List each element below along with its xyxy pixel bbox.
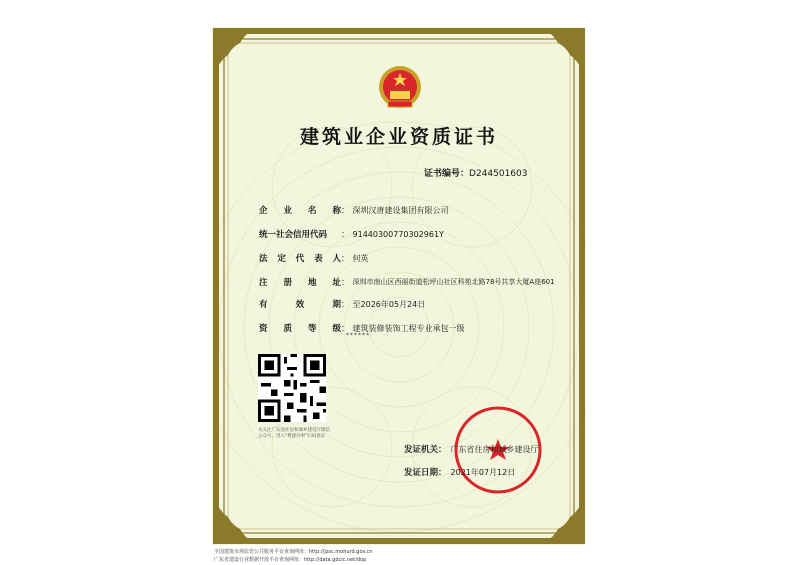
field-address: 注 册 地 址 ： 深圳市南山区西丽街道松坪山社区科苑北路78号共享大厦A座601 xyxy=(259,278,555,288)
field-value: 建筑装修装饰工程专业承包一级 xyxy=(352,323,465,333)
field-label: 注 册 地 址 xyxy=(259,278,341,288)
field-legal-rep: 法 定 代 表 人 ： 何英 xyxy=(259,253,369,264)
qr-code-icon[interactable] xyxy=(258,354,326,422)
national-emblem-icon xyxy=(378,65,422,111)
field-value: 91440300770302961Y xyxy=(352,229,444,239)
footer-line-2[interactable]: 广东省建设行业数据开放平台查询网址：http://data.gdcic.net/dop xyxy=(214,557,367,563)
certificate-number xyxy=(424,166,527,179)
certificate-title: 建筑业企业资质证书 xyxy=(299,126,498,148)
certificate-number-label: 证书编号： xyxy=(424,169,470,179)
field-label: 资 质 等 级 xyxy=(259,324,341,334)
field-label: 有 效 期 xyxy=(259,300,341,310)
field-label: 统一社会信用代码 xyxy=(259,230,328,240)
issuer xyxy=(404,443,539,455)
qr-note: 关关注广东省住房和城乡建设厅微信公众号，进入"粤建办事"扫码查证 xyxy=(258,428,330,439)
issue-date xyxy=(404,466,515,478)
field-label: 企 业 名 称 xyxy=(259,206,341,216)
field-credit-code: 统一社会信用代码 ： 91440300770302961Y xyxy=(259,229,444,240)
field-qualification: 资 质 等 级 ： 建筑装修装饰工程专业承包一级 xyxy=(259,323,465,334)
field-value: 深圳市南山区西丽街道松坪山社区科苑北路78号共享大厦A座601 xyxy=(352,278,555,286)
issuer-value: 广东省住房和城乡建设厅 xyxy=(450,445,539,454)
issue-date-label: 发证日期： xyxy=(404,468,447,478)
issuer-label: 发证机关： xyxy=(404,445,447,455)
footer-line-1[interactable]: 全国建筑市场监管公共服务平台查询网址：http://jzsc.mohurd.gov.cn xyxy=(214,549,373,555)
field-value: 深圳汉唐建设集团有限公司 xyxy=(352,205,449,215)
certificate-number-value: D244501603 xyxy=(469,169,528,179)
field-value: 何英 xyxy=(352,253,369,263)
field-company-name: 企 业 名 称 ： 深圳汉唐建设集团有限公司 xyxy=(259,205,449,216)
stars-separator: ****** xyxy=(346,332,370,339)
issue-date-value: 2021年07月12日 xyxy=(450,468,516,477)
field-value: 至2026年05月24日 xyxy=(352,299,426,309)
field-validity: 有 效 期 ： 至2026年05月24日 xyxy=(259,299,426,310)
field-label: 法 定 代 表 人 xyxy=(259,254,341,264)
